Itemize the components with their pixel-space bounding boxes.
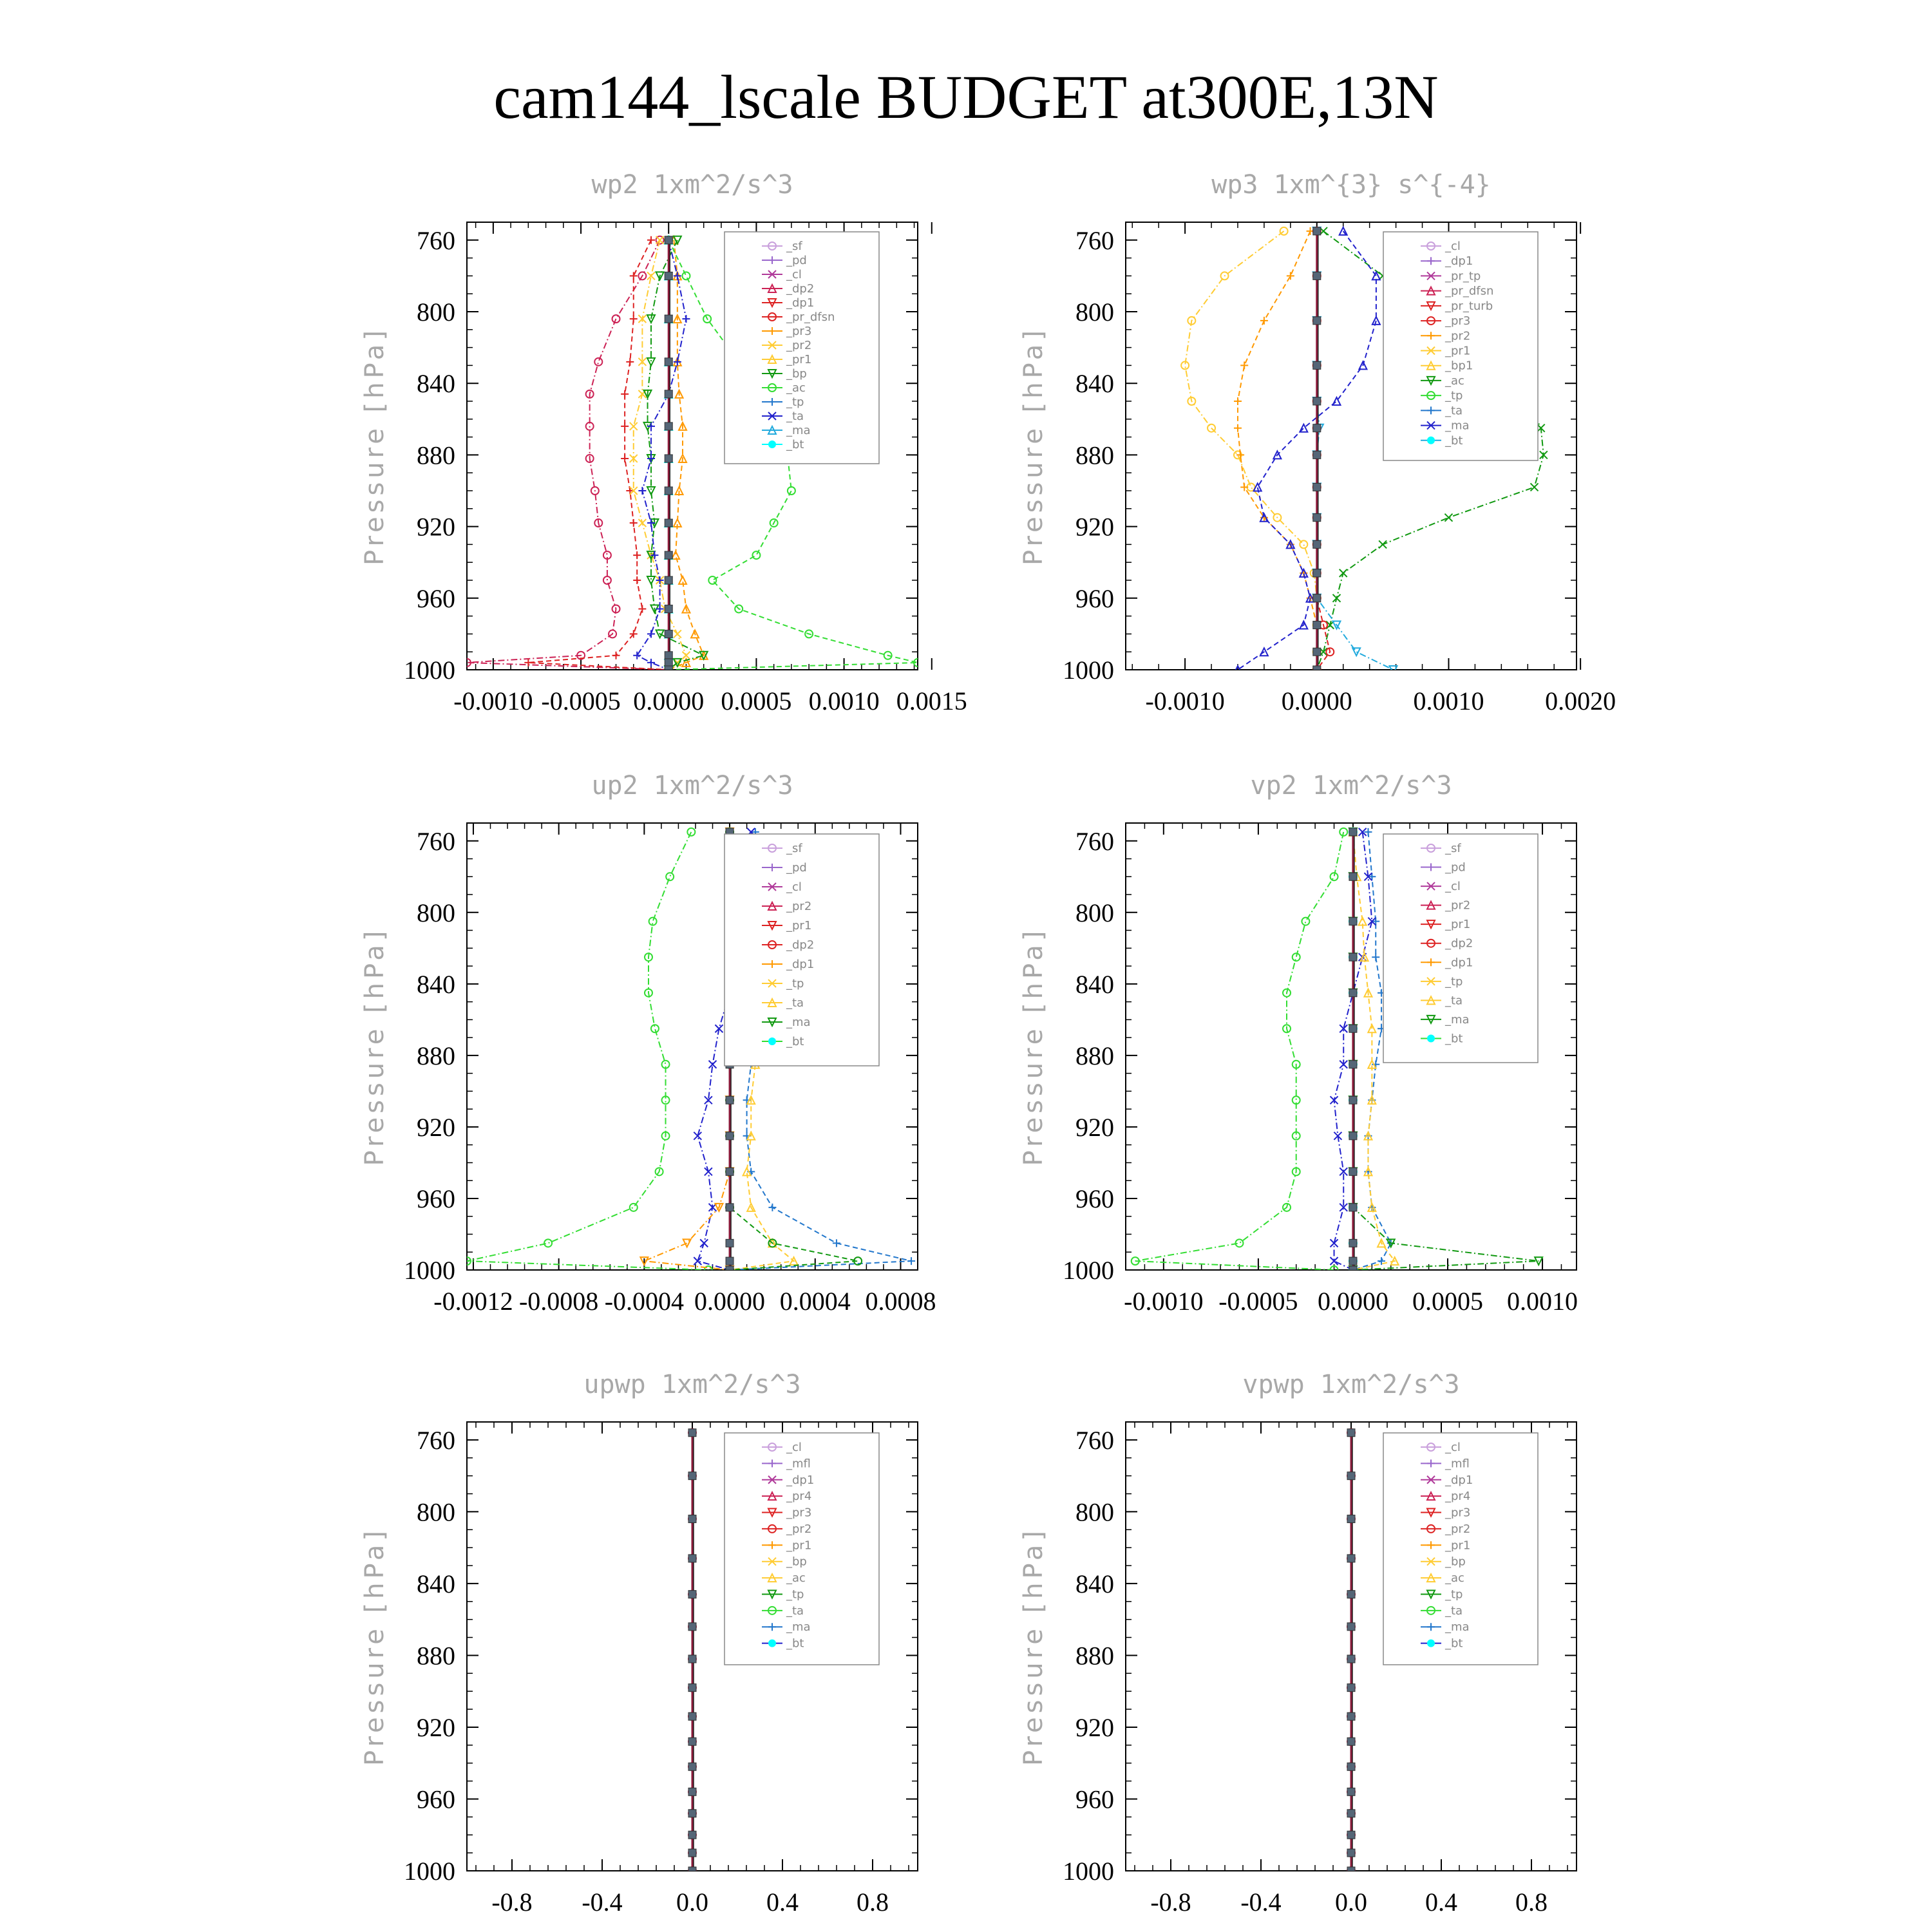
y-axis-label: Pressure [hPa] (360, 927, 390, 1166)
budget-point (1347, 1849, 1355, 1857)
legend-label: _bp (786, 367, 807, 381)
budget-point (688, 1515, 696, 1523)
series-dp1 (463, 828, 712, 1274)
budget-point (665, 390, 672, 398)
legend-label: _bp1 (1445, 359, 1473, 373)
x-tick-label: 0.0008 (865, 1287, 936, 1316)
y-tick-label: 920 (1075, 512, 1114, 542)
budget-point (688, 1684, 696, 1692)
budget-point (1349, 918, 1357, 925)
y-tick-label: 1000 (404, 1256, 455, 1285)
budget-point (1349, 953, 1357, 961)
legend-marker (768, 1640, 776, 1647)
legend-label: _sf (786, 842, 802, 855)
legend-label: _ma (1445, 1620, 1470, 1634)
legend-label: _pr3 (1445, 314, 1471, 328)
y-tick-label: 960 (1075, 583, 1114, 613)
budget-point (688, 1472, 696, 1480)
budget-point (688, 1867, 696, 1875)
legend-label: _sf (786, 240, 802, 253)
budget-point (1313, 514, 1321, 522)
budget-point (1349, 828, 1357, 836)
legend-marker (768, 440, 776, 448)
legend-label: _dp2 (786, 282, 815, 296)
y-tick-label: 760 (1075, 1425, 1114, 1455)
legend-label: _ac (786, 1571, 806, 1586)
budget-point (1347, 1831, 1355, 1839)
budget-point (1349, 989, 1357, 997)
budget-point (1313, 621, 1321, 629)
budget-point (665, 358, 672, 366)
legend-label: _tp (1445, 389, 1463, 403)
legend-label: _dp1 (1445, 956, 1473, 970)
legend-label: _dp1 (1445, 254, 1473, 269)
legend-label: _sf (1445, 842, 1461, 855)
x-tick-label: 0.0004 (779, 1287, 851, 1316)
budget-point (1347, 1763, 1355, 1770)
x-tick-label: 0.0010 (1507, 1287, 1578, 1316)
x-tick-label: 0.8 (1515, 1888, 1548, 1917)
series-line (467, 240, 668, 670)
y-tick-label: 840 (417, 369, 455, 399)
series-dp1 (1132, 828, 1348, 1274)
series-line (1317, 231, 1394, 670)
x-tick-label: -0.0004 (604, 1287, 685, 1316)
legend-label: _dp1 (786, 958, 815, 971)
legend (1383, 232, 1538, 460)
series-line (644, 832, 730, 1270)
page-title: cam144_lscale BUDGET at300E,13N (493, 62, 1439, 131)
x-tick-label: -0.0008 (518, 1287, 599, 1316)
legend-label: _pr3 (1445, 1506, 1471, 1520)
legend-label: _pr1 (1445, 1539, 1471, 1553)
legend-label: _pr2 (786, 339, 812, 352)
budget-point (1347, 1623, 1355, 1631)
legend-label: _tp (786, 977, 804, 990)
legend-label: _dp1 (786, 296, 815, 310)
legend (724, 834, 879, 1066)
legend-label: _bt (1445, 433, 1463, 448)
series-pr1 (1181, 227, 1321, 674)
y-tick-label: 1000 (1063, 1256, 1114, 1285)
legend-marker (1427, 1034, 1435, 1042)
y-axis-label: Pressure [hPa] (360, 327, 390, 565)
x-tick-label: 0.0000 (1317, 1287, 1388, 1316)
y-axis-label: Pressure [hPa] (1019, 327, 1048, 565)
panel-title: vpwp 1xm^2/s^3 (1242, 1370, 1460, 1399)
budget-point (1313, 397, 1321, 405)
budget-point (1347, 1738, 1355, 1745)
legend-marker (768, 1037, 776, 1045)
panel-title: upwp 1xm^2/s^3 (583, 1370, 801, 1399)
y-tick-label: 880 (417, 1641, 455, 1671)
budget-point (665, 519, 672, 527)
legend-label: _tp (786, 1587, 804, 1602)
legend (1383, 834, 1538, 1063)
chart-panel-2 (1019, 170, 1616, 715)
budget-point (688, 1849, 696, 1857)
y-tick-label: 800 (417, 1497, 455, 1527)
y-tick-label: 760 (417, 225, 455, 255)
legend-label: _pr4 (786, 1490, 812, 1504)
legend-label: _pd (1445, 860, 1466, 875)
legend-label: _pr1 (1445, 918, 1471, 932)
y-tick-label: 960 (1075, 1184, 1114, 1213)
legend-label: _pr1 (1445, 344, 1471, 358)
budget-point (1313, 451, 1321, 459)
budget-point (688, 1831, 696, 1839)
x-tick-label: -0.0005 (1218, 1287, 1298, 1316)
budget-point (1349, 1096, 1357, 1104)
budget-point (726, 1096, 734, 1104)
budget-point (1313, 227, 1321, 235)
legend-label: _pr2 (1445, 329, 1471, 343)
panel-title: vp2 1xm^2/s^3 (1250, 771, 1452, 800)
legend-label: _bt (786, 1035, 804, 1048)
y-tick-label: 800 (1075, 1497, 1114, 1527)
legend-label: _cl (1445, 1441, 1461, 1454)
budget-point (726, 1204, 734, 1211)
x-tick-label: -0.0010 (453, 687, 533, 715)
budget-point (665, 576, 672, 584)
legend-label: _ta (1445, 404, 1463, 418)
budget-point (1313, 666, 1321, 674)
legend-label: _cl (1445, 880, 1461, 894)
series-ta (1234, 227, 1380, 674)
y-tick-label: 760 (1075, 826, 1114, 856)
legend-label: _bp (1445, 1555, 1466, 1569)
y-tick-label: 1000 (1063, 1857, 1114, 1886)
budget-point (1313, 540, 1321, 548)
budget-point (688, 1712, 696, 1720)
y-tick-label: 960 (417, 1785, 455, 1814)
legend-label: _ta (786, 1604, 804, 1618)
series-pr2 (640, 828, 734, 1274)
y-tick-label: 920 (1075, 1112, 1114, 1142)
budget-point (726, 1257, 734, 1265)
budget-point (1347, 1684, 1355, 1692)
legend-label: _tp (786, 395, 804, 409)
y-tick-label: 1000 (404, 656, 455, 685)
series-line (1135, 832, 1344, 1270)
legend-label: _pr2 (1445, 898, 1471, 913)
x-tick-label: 0.0020 (1545, 687, 1616, 715)
legend-label: _dp2 (1445, 936, 1473, 951)
budget-point (688, 1429, 696, 1437)
legend-label: _pr3 (786, 325, 812, 338)
legend-marker (1427, 437, 1435, 444)
y-tick-label: 920 (1075, 1712, 1114, 1742)
legend-label: _tp (1445, 1587, 1463, 1602)
budget-point (665, 455, 672, 462)
x-tick-label: 0.0005 (1412, 1287, 1483, 1316)
y-tick-label: 840 (1075, 969, 1114, 999)
series-dp2 (463, 236, 672, 674)
y-tick-label: 840 (417, 1569, 455, 1598)
budget-point (1349, 1239, 1357, 1247)
legend-label: _pr2 (786, 900, 812, 913)
budget-point (665, 422, 672, 430)
budget-point (726, 1132, 734, 1140)
legend-label: _cl (786, 1441, 802, 1454)
budget-point (1347, 1591, 1355, 1598)
y-tick-label: 880 (1075, 1641, 1114, 1671)
x-tick-label: 0.0000 (694, 1287, 766, 1316)
budget-point (688, 1555, 696, 1562)
budget-point (1347, 1788, 1355, 1795)
x-tick-label: 0.0010 (1413, 687, 1484, 715)
legend-label: _pr1 (786, 919, 812, 933)
legend-label: _pr_turb (1445, 299, 1493, 313)
y-tick-label: 920 (417, 1712, 455, 1742)
x-tick-label: -0.0010 (1124, 1287, 1204, 1316)
budget-point (1347, 1429, 1355, 1437)
y-tick-label: 760 (417, 1425, 455, 1455)
budget-point (665, 666, 672, 674)
budget-point (688, 1655, 696, 1663)
y-tick-label: 960 (417, 1184, 455, 1213)
legend-label: _cl (1445, 240, 1461, 253)
plot-area (688, 1429, 696, 1875)
budget-point (726, 1239, 734, 1247)
legend-label: _pr1 (786, 1539, 812, 1553)
legend-label: _dp2 (786, 938, 815, 952)
y-axis-label: Pressure [hPa] (360, 1527, 390, 1766)
budget-point (688, 1623, 696, 1631)
x-tick-label: 0.4 (1425, 1888, 1457, 1917)
y-tick-label: 960 (1075, 1785, 1114, 1814)
y-tick-label: 800 (1075, 898, 1114, 927)
y-tick-label: 840 (1075, 369, 1114, 399)
chart-panel-3 (360, 771, 936, 1316)
legend-label: _pr4 (1445, 1490, 1471, 1504)
legend (1383, 1433, 1538, 1665)
y-tick-label: 1000 (1063, 656, 1114, 685)
x-tick-label: -0.0005 (541, 687, 621, 715)
legend-label: _mfl (1445, 1457, 1470, 1471)
y-axis-label: Pressure [hPa] (1019, 1527, 1048, 1766)
legend (724, 232, 879, 464)
panel-title: wp3 1xm^{3} s^{-4} (1211, 170, 1491, 200)
budget-point (665, 551, 672, 559)
legend-label: _ma (786, 1620, 811, 1634)
budget-point (1349, 873, 1357, 880)
budget-point (1313, 317, 1321, 325)
x-tick-label: 0.0000 (633, 687, 705, 715)
budget-point (1347, 1867, 1355, 1875)
y-tick-label: 760 (417, 826, 455, 856)
x-tick-label: 0.0 (1335, 1888, 1367, 1917)
y-tick-label: 800 (417, 898, 455, 927)
y-tick-label: 920 (417, 1112, 455, 1142)
series-line (467, 832, 708, 1270)
budget-point (1347, 1712, 1355, 1720)
budget-point (688, 1788, 696, 1795)
legend-label: _pd (786, 861, 807, 875)
budget-point (665, 630, 672, 638)
budget-point (726, 1168, 734, 1175)
x-tick-label: -0.4 (1240, 1888, 1282, 1917)
legend-label: _ma (786, 1016, 811, 1029)
y-tick-label: 1000 (404, 1857, 455, 1886)
budget-point (665, 315, 672, 323)
legend-label: _ma (786, 424, 811, 437)
legend-label: _ta (786, 996, 804, 1010)
legend-label: _dp1 (786, 1473, 815, 1487)
legend-label: _ta (1445, 994, 1463, 1008)
legend-label: _pr1 (786, 353, 812, 366)
legend-label: _tp (1445, 974, 1463, 989)
y-tick-label: 800 (1075, 298, 1114, 327)
legend-label: _bp (786, 1555, 807, 1569)
series-pr1 (644, 236, 708, 674)
chart-panel-4 (1019, 771, 1578, 1316)
legend-label: _bt (786, 1636, 804, 1651)
x-tick-label: 0.0 (676, 1888, 708, 1917)
x-tick-label: 0.4 (766, 1888, 799, 1917)
y-axis-label: Pressure [hPa] (1019, 927, 1048, 1166)
budget-point (665, 272, 672, 279)
budget-point (665, 652, 672, 659)
x-tick-label: 0.0015 (896, 687, 967, 715)
x-tick-label: -0.8 (491, 1888, 533, 1917)
budget-point (1347, 1515, 1355, 1523)
y-tick-label: 880 (417, 440, 455, 470)
legend-label: _cl (786, 880, 802, 894)
budget-point (1349, 1061, 1357, 1068)
legend-label: _pr_dfsn (786, 310, 835, 324)
budget-point (1313, 272, 1321, 279)
legend-label: _cl (786, 268, 802, 281)
legend-label: _ac (786, 381, 806, 395)
budget-point (1313, 569, 1321, 577)
panel-title: up2 1xm^2/s^3 (591, 771, 793, 800)
series-line (1238, 231, 1376, 670)
budget-point (1349, 1025, 1357, 1032)
legend-label: _pr3 (786, 1506, 812, 1520)
y-tick-label: 960 (417, 583, 455, 613)
budget-point (1313, 648, 1321, 656)
budget-point (1349, 1204, 1357, 1211)
x-tick-label: 0.0000 (1281, 687, 1352, 715)
budget-point (1313, 361, 1321, 369)
legend-label: _bt (786, 438, 804, 451)
y-tick-label: 920 (417, 512, 455, 542)
legend-label: _pr2 (786, 1522, 812, 1536)
budget-point (665, 236, 672, 244)
x-tick-label: 0.8 (857, 1888, 889, 1917)
x-tick-label: -0.0010 (1145, 687, 1225, 715)
budget-point (665, 487, 672, 495)
budget-point (1349, 1168, 1357, 1175)
panel-title: wp2 1xm^2/s^3 (591, 170, 793, 200)
legend-label: _ma (1445, 419, 1470, 433)
budget-point (726, 1266, 734, 1274)
budget-point (688, 1738, 696, 1745)
budget-point (1347, 1555, 1355, 1562)
legend (724, 1433, 879, 1665)
chart-panel-1 (360, 170, 967, 715)
legend-label: _dp1 (1445, 1473, 1473, 1487)
legend-label: _pr2 (1445, 1522, 1471, 1536)
chart-panel-5 (360, 1370, 918, 1917)
budget-point (665, 659, 672, 667)
legend-label: _pr_dfsn (1445, 284, 1494, 298)
y-tick-label: 880 (1075, 1041, 1114, 1070)
budget-point (1347, 1472, 1355, 1480)
x-tick-label: -0.0012 (433, 1287, 513, 1316)
budget-point (665, 605, 672, 612)
plot-area (1347, 1429, 1355, 1875)
y-tick-label: 880 (417, 1041, 455, 1070)
budget-point (1313, 594, 1321, 602)
legend-label: _pr_tp (1445, 269, 1481, 283)
budget-point (1349, 1257, 1357, 1265)
budget-point (1349, 1132, 1357, 1140)
x-tick-label: 0.0010 (808, 687, 880, 715)
legend-label: _mfl (786, 1457, 811, 1471)
budget-point (688, 1763, 696, 1770)
budget-point (688, 1810, 696, 1817)
budget-point (1313, 483, 1321, 491)
y-tick-label: 760 (1075, 225, 1114, 255)
series-line (1185, 231, 1317, 670)
budget-point (1347, 1810, 1355, 1817)
chart-panel-6 (1019, 1370, 1577, 1917)
legend-label: _ma (1445, 1012, 1470, 1027)
legend-label: _bt (1445, 1636, 1463, 1651)
x-tick-label: -0.4 (582, 1888, 623, 1917)
y-tick-label: 800 (417, 298, 455, 327)
legend-marker (1427, 1640, 1435, 1647)
budget-point (1349, 1266, 1357, 1274)
budget-point (1313, 424, 1321, 432)
y-tick-label: 880 (1075, 440, 1114, 470)
legend-label: _ac (1445, 1571, 1464, 1586)
legend-label: _ac (1445, 374, 1464, 388)
legend-label: _pd (786, 254, 807, 267)
y-tick-label: 840 (1075, 1569, 1114, 1598)
x-tick-label: -0.8 (1150, 1888, 1191, 1917)
legend-label: _ta (1445, 1604, 1463, 1618)
legend-label: _ta (786, 410, 804, 423)
legend-label: _bt (1445, 1032, 1463, 1046)
x-tick-label: 0.0005 (721, 687, 792, 715)
budget-point (688, 1591, 696, 1598)
budget-point (1347, 1655, 1355, 1663)
y-tick-label: 840 (417, 969, 455, 999)
